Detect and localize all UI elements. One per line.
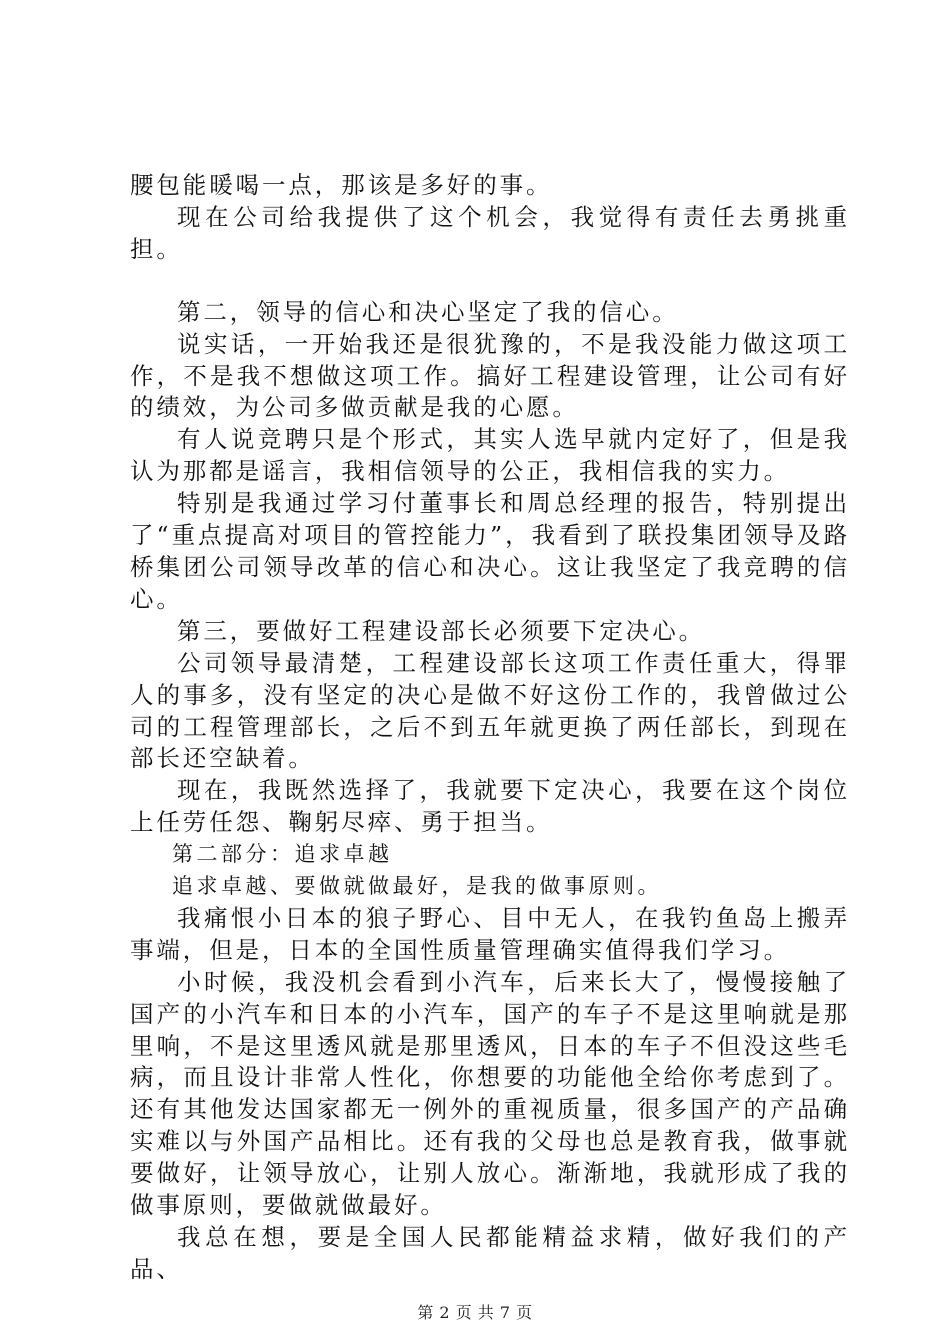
paragraph-6: 特别是我通过学习付董事长和周总经理的报告，特别提出了“重点提高对项目的管控能力”，我看到了联投集团领导及路桥集团公司领导改革的信心和决心。这让我坚定了我竞聘的信心。	[130, 489, 850, 613]
paragraph-9: 现在，我既然选择了，我就要下定决心，我要在这个岗位上任劳任怨、鞠躬尽瘁、勇于担当。	[130, 776, 850, 837]
page-footer: 第 2 页 共 7 页	[417, 1303, 533, 1322]
document-body	[130, 170, 850, 1286]
paragraph-11: 追求卓越、要做就做最好，是我的做事原则。	[172, 874, 662, 899]
paragraph-1: 腰包能暖喝一点，那该是多好的事。	[130, 171, 553, 199]
paragraph-gap	[130, 266, 850, 297]
paragraph-12: 我痛恨小日本的狼子野心、目中无人，在我钓鱼岛上搬弄事端，但是，日本的全国性质量管理确实值得我们学习。	[130, 903, 850, 964]
section-heading-third: 第三，要做好工程建设部长必须要下定决心。	[177, 616, 705, 645]
paragraph-2: 现在公司给我提供了这个机会，我觉得有责任去勇挑重担。	[130, 202, 850, 263]
paragraph-14: 我总在想，要是全国人民都能精益求精，做好我们的产品、	[130, 1223, 850, 1283]
paragraph-4: 说实话，一开始我还是很犹豫的，不是我没能力做这项工作，不是我不想做这项工作。搞好工程建设管理，让公司有好的绩效，为公司多做贡献是我的心愿。	[130, 329, 850, 422]
paragraph-13: 小时候，我没机会看到小汽车，后来长大了，慢慢接触了国产的小汽车和日本的小汽车，国产的车子不是这里响就是那里响，不是这里透风就是那里透风，日本的车子不但没这些毛病，而且设计非常人性化，你想要的功能他全给你考虑到了。还有其他发达国家都无一例外的重视质量，很多国产的产品确实难以与外国产品相比。还有我的父母也总是教育我，做事就要做好，让领导放心，让别人放心。渐渐地，我就形成了我的做事原则，要做就做最好。	[130, 967, 850, 1220]
section-heading-second: 第二，领导的信心和决心坚定了我的信心。	[177, 297, 679, 326]
paragraph-8: 公司领导最清楚，工程建设部长这项工作责任重大，得罪人的事多，没有坚定的决心是做不好这份工作的，我曾做过公司的工程管理部长，之后不到五年就更换了两任部长，到现在部长还空缺着。	[130, 648, 850, 773]
paragraph-5: 有人说竞聘只是个形式，其实人选早就内定好了，但是我认为那都是谣言，我相信领导的公正，我相信我的实力。	[130, 425, 850, 486]
part-two-heading: 第二部分：追求卓越	[172, 842, 393, 867]
